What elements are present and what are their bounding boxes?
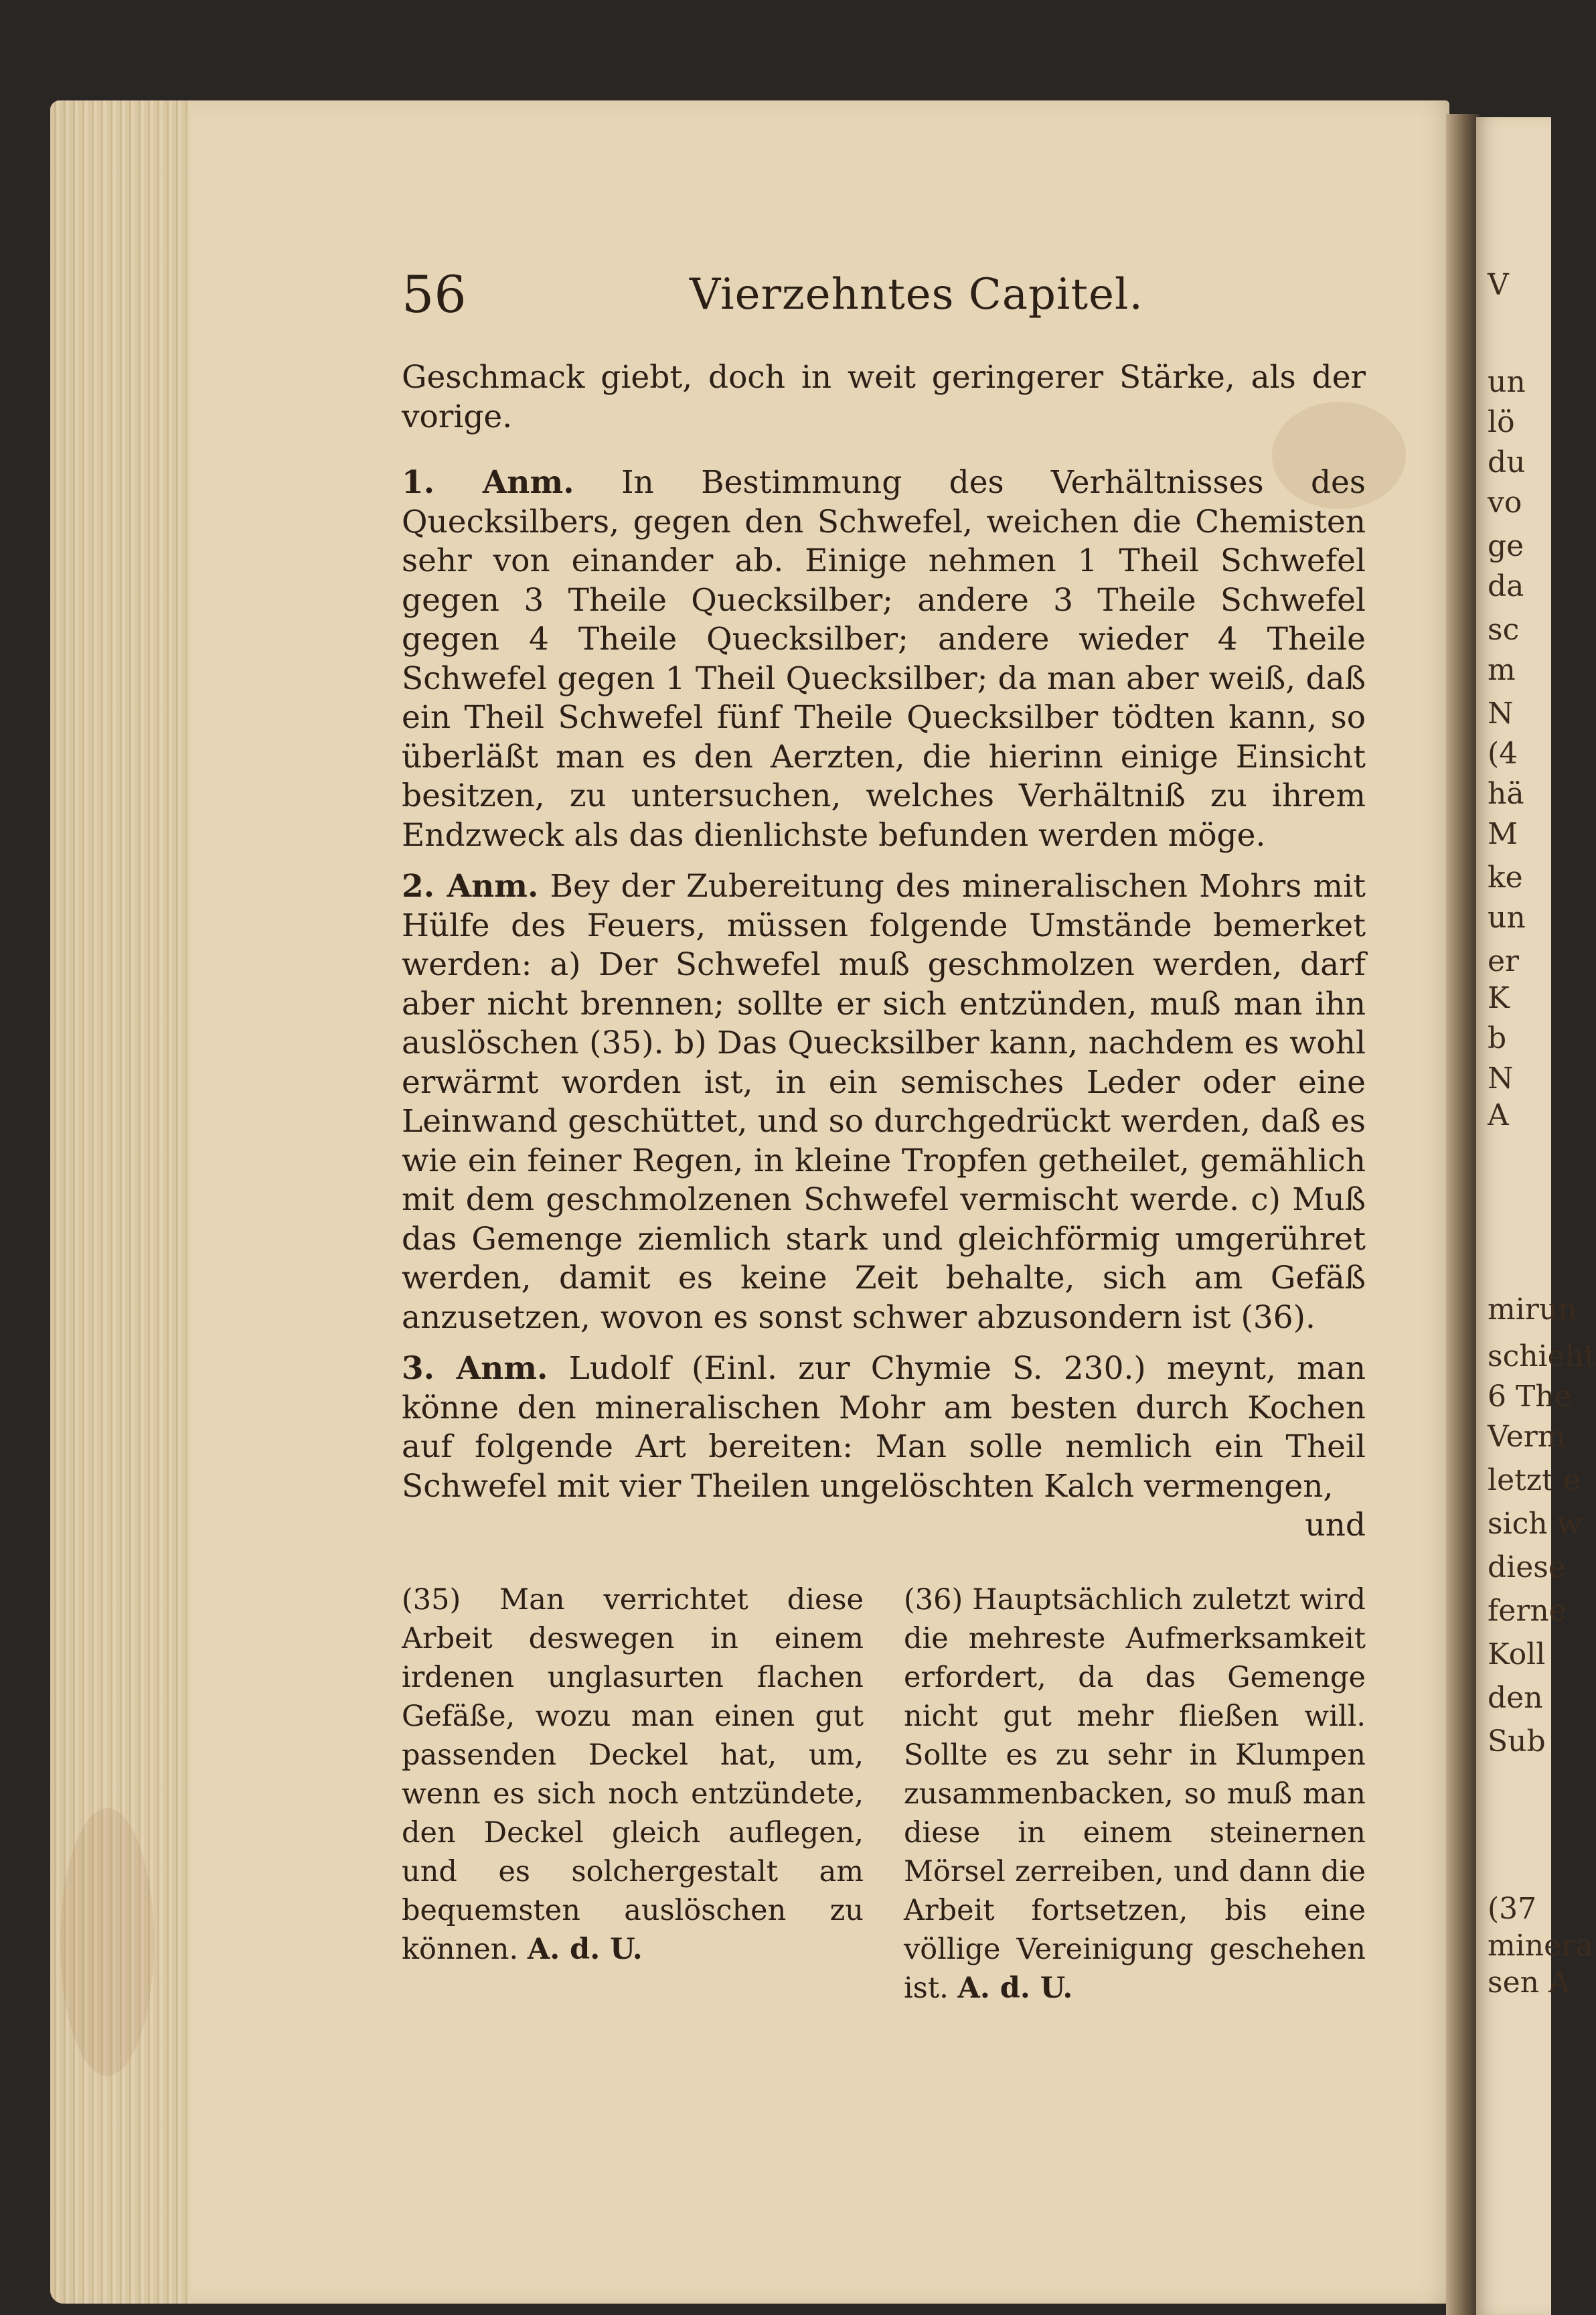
facing-page-fragment: 6 The [1488, 1379, 1572, 1414]
facing-page-fragment: letzt e [1488, 1463, 1581, 1497]
footnote-text: (35) Man verrichtet diese Arbeit deswegen in einem irdenen unglasurten flachen Gefäße, wozu man einen gut passenden Deckel hat, um, wenn es sich noch entzündete, den Deckel gleich auflegen, und es solchergestalt am bequemsten auslöschen zu können. [402, 1583, 864, 1966]
facing-page-fragment: M [1488, 817, 1518, 851]
note-text: Ludolf (Einl. zur Chymie S. 230.) meynt, man könne den mineralischen Mohr am besten durch Kochen auf folgende Art bereiten: Man solle nemlich ein Theil Schwefel mit vier Theilen ungelöschten Kalch vermengen, [402, 1350, 1366, 1505]
facing-page-fragment: A [1488, 1098, 1509, 1132]
facing-page-fragment: du [1488, 445, 1526, 479]
facing-page-fragment: er [1488, 944, 1520, 978]
note-label: 3. Anm. [402, 1350, 548, 1387]
note-text: Bey der Zubereitung des mineralischen Mohrs mit Hülfe des Feuers, müssen folgende Umstände bemerket werden: a) Der Schwefel muß geschmolzen werden, darf aber nicht brennen; sollte er sich entzünden, muß man ihn auslöschen (35). b) Das Quecksilber kann, nachdem es wohl erwärmt worden ist, in ein semisches Leder oder eine Leinwand geschüttet, und so durchgedrückt werden, daß es wie ein feiner Regen, in kleine Tropfen getheilet, gemählich mit dem geschmolzenen Schwefel vermischt werde. c) Muß das Gemenge ziemlich stark und gleichförmig umgerühret werden, damit es keine Zeit behalte, sich am Gefäß anzusetzen, wovon es sonst schwer abzusondern ist (36). [402, 868, 1366, 1336]
page-stain [60, 1808, 154, 2076]
facing-page-fragment: lö [1488, 405, 1515, 439]
facing-page-fragment: sich w [1488, 1507, 1583, 1541]
facing-page-fragment: minera [1488, 1929, 1593, 1963]
running-header [402, 265, 1366, 338]
facing-page-fragment: m [1488, 653, 1516, 687]
catchword: und [1305, 1507, 1366, 1544]
facing-page-fragment: V [1488, 268, 1509, 302]
note-text: In Bestimmung des Verhältnisses des Quecksilbers, gegen den Schwefel, weichen die Chemisten sehr von einander ab. Einige nehmen 1 Theil Schwefel gegen 3 Theile Quecksilber; andere 3 Theile Schwefel gegen 4 Theile Quecksilber; andere wieder 4 Theile Schwefel gegen 1 Theil Quecksilber; da man aber weiß, daß ein Theil Schwefel fünf Theile Quecksilber tödten kann, so überläßt man es den Aerzten, die hierinn einige Einsicht besitzen, zu untersuchen, welches Verhältniß zu ihrem Endzweck als das dienlichste befunden werden möge. [402, 464, 1366, 854]
facing-page-fragment: da [1488, 569, 1524, 603]
footnotes [402, 1580, 1366, 2008]
facing-page-fragment: un [1488, 901, 1526, 935]
footnote-35 [402, 1580, 864, 2008]
facing-page-fragment: Koll [1488, 1637, 1546, 1671]
facing-page-fragment: sen A [1488, 1965, 1570, 2000]
facing-page-fragment: N [1488, 696, 1514, 731]
facing-page-fragment: (37 [1488, 1892, 1537, 1926]
intro-paragraph: Geschmack giebt, doch in weit geringerer Stärke, als der vorige. [402, 359, 1366, 435]
facing-page-fragment: N [1488, 1061, 1514, 1096]
footnote-signature: A. d. U. [957, 1971, 1073, 2005]
facing-page-fragment: den [1488, 1681, 1543, 1715]
facing-page-fragment: ferne [1488, 1594, 1567, 1628]
facing-page-fragment: K [1488, 981, 1510, 1015]
book-gutter [1446, 114, 1480, 2315]
note-label: 1. Anm. [402, 464, 574, 501]
note-3 [402, 1349, 1366, 1546]
facing-page-fragment: b [1488, 1021, 1507, 1055]
facing-page-fragment: Verm [1488, 1420, 1566, 1454]
facing-page-fragment: ge [1488, 529, 1524, 563]
footnote-text: (36) Hauptsächlich zuletzt wird die mehreste Aufmerksamkeit erfordert, da das Gemenge nicht gut mehr fließen will. Sollte es zu sehr in Klumpen zusammenbacken, so muß man diese in einem steinernen Mörsel zerreiben, und dann die Arbeit fortsetzen, bis eine völlige Vereinigung geschehen ist. [904, 1583, 1366, 2005]
facing-page-fragment: diese [1488, 1550, 1566, 1584]
facing-page-fragment: un [1488, 365, 1526, 399]
facing-page-fragment: Sub [1488, 1724, 1546, 1759]
facing-page-fragment: schieht [1488, 1339, 1596, 1373]
note-2 [402, 867, 1366, 1337]
footnote-signature: A. d. U. [527, 1933, 643, 1966]
main-text [402, 358, 1366, 1558]
running-head-title: Vierzehntes Capitel. [690, 270, 1143, 319]
facing-page-fragment: ke [1488, 861, 1523, 895]
facing-page-fragment: vo [1488, 486, 1522, 520]
facing-page-fragment: sc [1488, 613, 1520, 647]
note-label: 2. Anm. [402, 868, 539, 905]
facing-page-fragment: mirun [1488, 1292, 1577, 1327]
facing-page-fragment: hä [1488, 777, 1524, 811]
page-number: 56 [402, 265, 467, 324]
footnote-36 [904, 1580, 1366, 2008]
note-1 [402, 463, 1366, 855]
facing-page-fragment: (4 [1488, 737, 1518, 771]
